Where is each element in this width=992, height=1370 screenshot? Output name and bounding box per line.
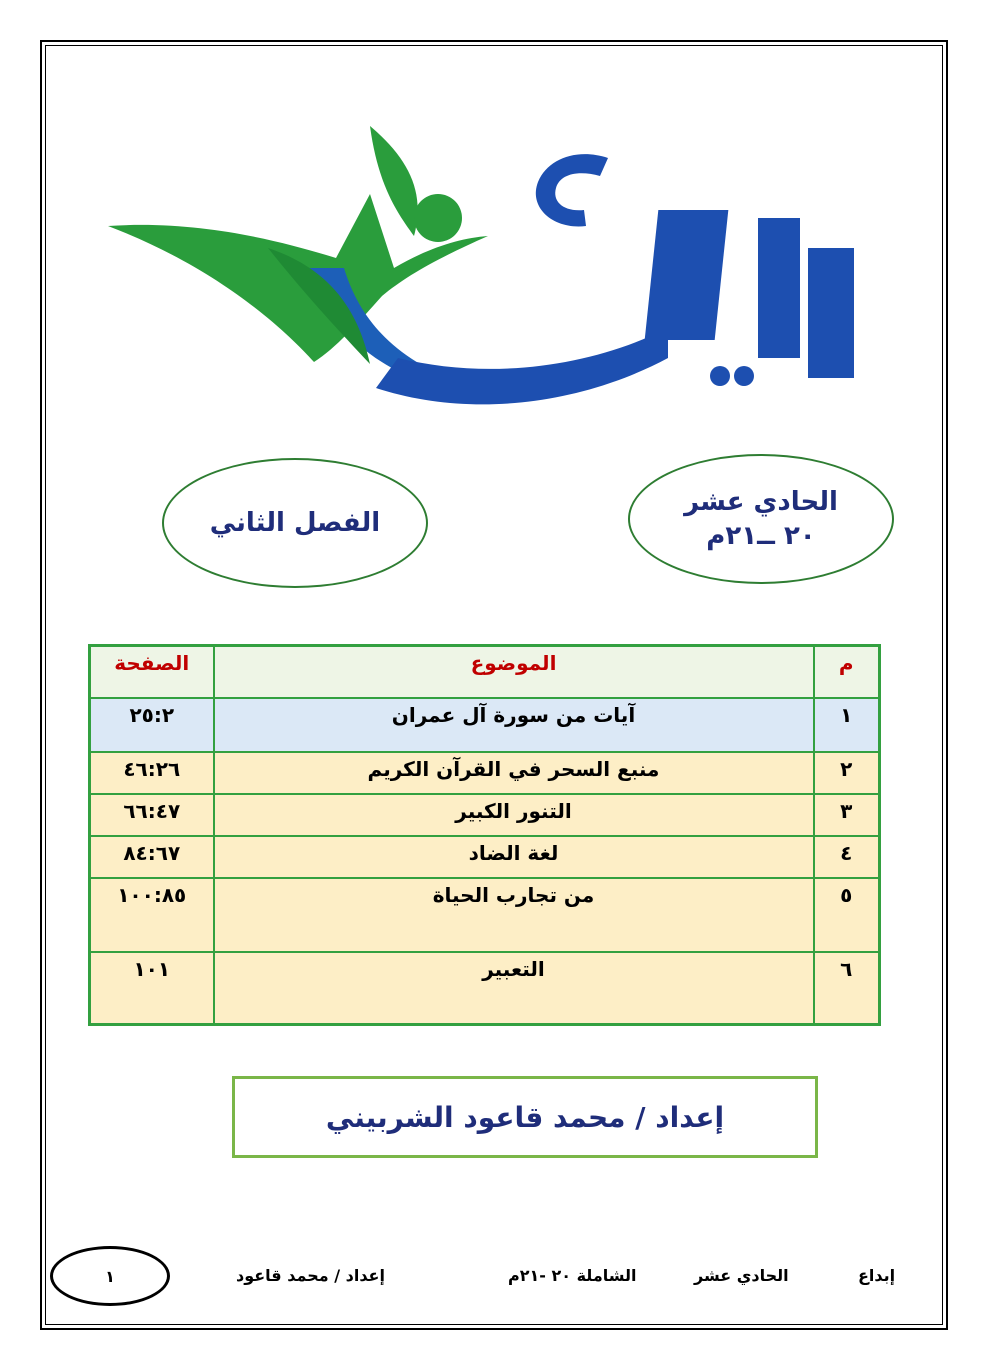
row-page: ٨٤:٦٧ [90,836,214,878]
footer-brand: إبداع [858,1266,896,1285]
table-row [90,952,880,1024]
grade-label: الحادي عشر [684,487,838,517]
row-num: ٦ [814,952,880,1024]
term-label: الفصل الثاني [209,508,381,538]
row-topic: التعبير [214,952,814,1024]
ibdaa-logo [108,118,868,418]
row-topic: من تجارب الحياة [214,878,814,952]
row-topic: لغة الضاد [214,836,814,878]
logo-text: إبداع [608,382,674,415]
table-row [90,752,880,794]
year-label: ٢٠ ــ٢١م [706,521,816,551]
contents-table [88,644,881,1026]
table-row [90,878,880,952]
row-page: ١٠١ [90,952,214,1024]
row-page: ١٠٠:٨٥ [90,878,214,952]
footer-book: الشاملة ٢٠ -٢١م [508,1266,637,1285]
row-topic: آيات من سورة آل عمران [214,698,814,752]
page-number-oval [50,1246,170,1306]
row-topic: منبع السحر في القرآن الكريم [214,752,814,794]
row-num: ٤ [814,836,880,878]
header-topic: الموضوع [214,646,814,699]
row-num: ١ [814,698,880,752]
header-num: م [814,646,880,699]
footer-author: إعداد / محمد قاعود [236,1266,385,1285]
row-page: ٦٦:٤٧ [90,794,214,836]
grade-badge [628,454,894,584]
footer-grade: الحادي عشر [694,1266,789,1285]
row-page: ٤٦:٢٦ [90,752,214,794]
row-topic: التنور الكبير [214,794,814,836]
table-row [90,836,880,878]
author-box [232,1076,818,1158]
row-num: ٣ [814,794,880,836]
page-number: ١ [105,1266,115,1286]
row-num: ٥ [814,878,880,952]
row-page: ٢٥:٢ [90,698,214,752]
table-row [90,794,880,836]
table-header-row [90,646,880,699]
term-badge [162,458,428,588]
author-text: إعداد / محمد قاعود الشربيني [325,1100,725,1134]
row-num: ٢ [814,752,880,794]
table-row [90,698,880,752]
header-page: الصفحة [90,646,214,699]
